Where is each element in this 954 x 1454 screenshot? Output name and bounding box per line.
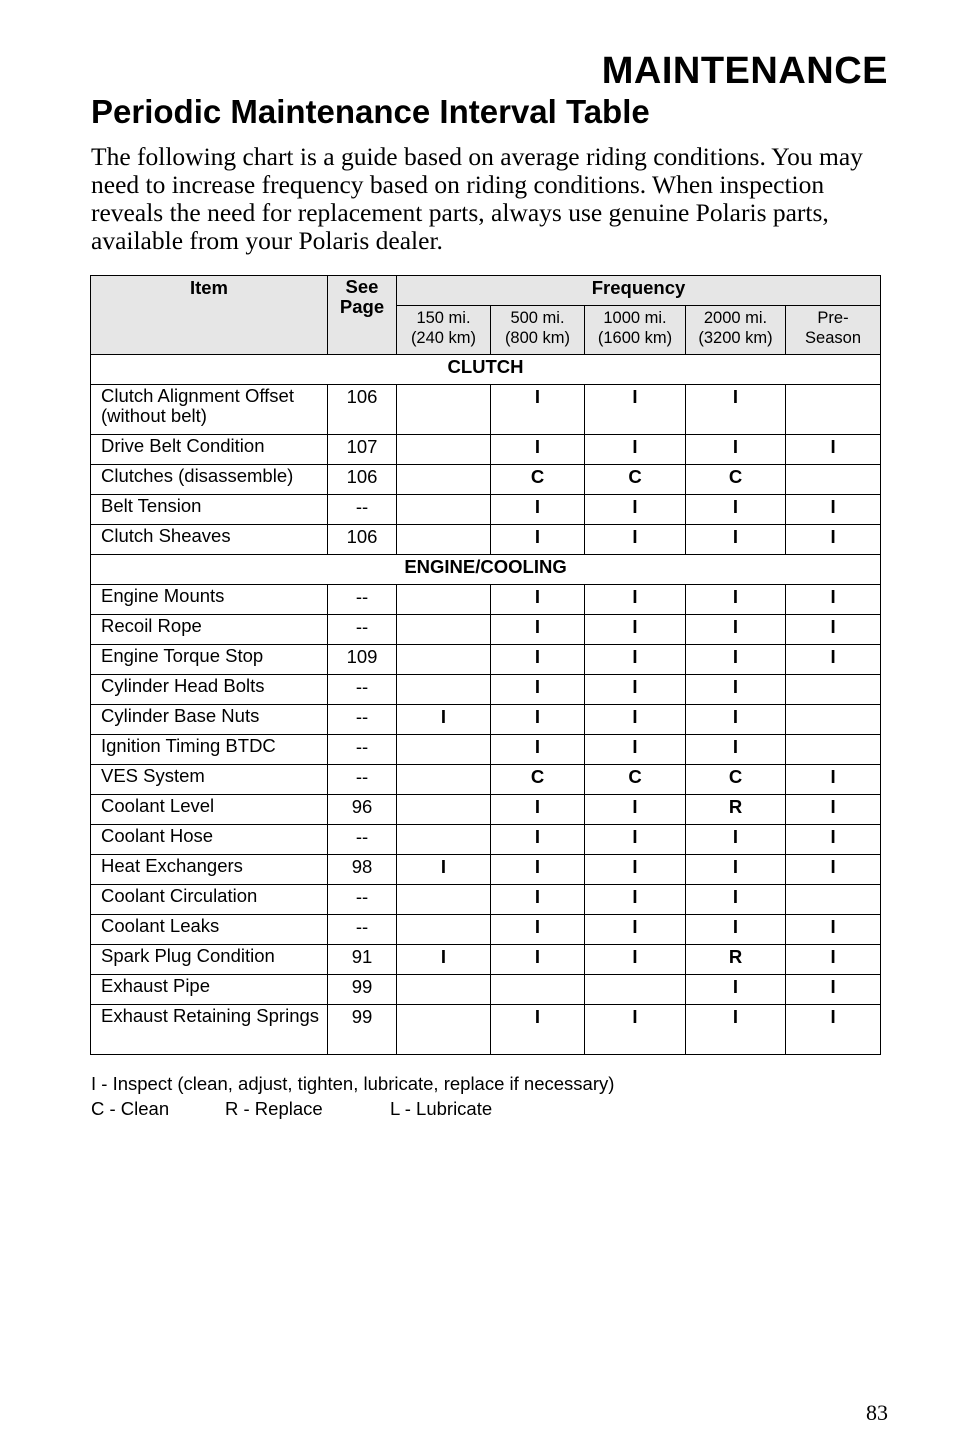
row-frequency-mark: I	[491, 825, 585, 855]
row-frequency-mark: C	[585, 765, 686, 795]
row-frequency-mark: I	[585, 585, 686, 615]
row-item: Clutches (disassemble)	[91, 465, 328, 495]
header-frequency: Frequency	[397, 276, 881, 306]
row-frequency-mark: I	[585, 495, 686, 525]
legend	[91, 1071, 614, 1121]
row-see-page: 106	[328, 525, 397, 555]
intro-paragraph: The following chart is a guide based on average riding conditions. You may need to increase frequency based on riding conditions. When inspection reveals the need for replacement parts, always use genuine Polaris parts, available from your Polaris dealer.	[91, 142, 863, 255]
header-interval-4	[786, 306, 881, 355]
row-frequency-mark	[397, 435, 491, 465]
table-row	[91, 825, 881, 855]
table-row	[91, 615, 881, 645]
maintenance-interval-table	[90, 275, 881, 1055]
header-interval-1	[491, 306, 585, 355]
row-frequency-mark	[397, 795, 491, 825]
legend-lubricate: L - Lubricate	[390, 1098, 493, 1119]
row-item: Cylinder Head Bolts	[91, 675, 328, 705]
legend-replace: R - Replace	[225, 1098, 323, 1119]
row-frequency-mark: I	[686, 495, 786, 525]
row-frequency-mark: C	[585, 465, 686, 495]
row-frequency-mark	[786, 465, 881, 495]
row-frequency-mark: I	[491, 705, 585, 735]
table-row	[91, 645, 881, 675]
row-item: Coolant Hose	[91, 825, 328, 855]
row-see-page: --	[328, 915, 397, 945]
row-frequency-mark	[397, 765, 491, 795]
legend-inspect: I - Inspect (clean, adjust, tighten, lubricate, replace if necessary)	[91, 1073, 615, 1094]
group-label: CLUTCH	[91, 355, 881, 385]
page-number: 83	[866, 1400, 888, 1425]
row-frequency-mark: I	[491, 585, 585, 615]
row-item: Clutch Sheaves	[91, 525, 328, 555]
row-frequency-mark: I	[686, 825, 786, 855]
row-item: Drive Belt Condition	[91, 435, 328, 465]
header-interval-line1: 1000 mi.	[603, 309, 667, 327]
row-frequency-mark	[786, 675, 881, 705]
row-frequency-mark	[397, 1005, 491, 1055]
header-interval-line1: 2000 mi.	[703, 309, 768, 327]
row-frequency-mark	[786, 705, 881, 735]
row-item: Coolant Level	[91, 795, 328, 825]
row-frequency-mark: C	[491, 465, 585, 495]
row-frequency-mark: I	[491, 675, 585, 705]
row-frequency-mark: I	[585, 945, 686, 975]
row-item: Exhaust Retaining Springs	[91, 1005, 328, 1055]
row-frequency-mark: I	[585, 645, 686, 675]
row-frequency-mark: I	[491, 615, 585, 645]
row-frequency-mark: I	[585, 435, 686, 465]
row-see-page: 99	[328, 1005, 397, 1055]
row-frequency-mark	[491, 975, 585, 1005]
row-frequency-mark	[397, 585, 491, 615]
row-see-page: 106	[328, 385, 397, 435]
row-frequency-mark	[786, 735, 881, 765]
row-frequency-mark: I	[786, 975, 881, 1005]
row-frequency-mark: I	[491, 915, 585, 945]
row-frequency-mark: I	[585, 615, 686, 645]
table-row	[91, 525, 881, 555]
row-frequency-mark	[585, 975, 686, 1005]
row-see-page: --	[328, 675, 397, 705]
row-frequency-mark: I	[491, 855, 585, 885]
row-see-page: 91	[328, 945, 397, 975]
row-frequency-mark	[397, 675, 491, 705]
row-item: VES System	[91, 765, 328, 795]
row-frequency-mark: I	[397, 705, 491, 735]
row-frequency-mark: I	[491, 885, 585, 915]
group-row	[91, 555, 881, 585]
table-row	[91, 385, 881, 435]
header-interval-0	[397, 306, 491, 355]
row-frequency-mark: I	[491, 645, 585, 675]
row-item: Recoil Rope	[91, 615, 328, 645]
table-row	[91, 585, 881, 615]
row-frequency-mark: I	[585, 735, 686, 765]
table-row	[91, 705, 881, 735]
row-frequency-mark	[397, 915, 491, 945]
page-title: Periodic Maintenance Interval Table	[91, 93, 650, 130]
row-see-page: 99	[328, 975, 397, 1005]
header-interval-line1: 500 mi.	[510, 309, 565, 327]
row-frequency-mark: I	[686, 675, 786, 705]
row-see-page: 109	[328, 645, 397, 675]
row-item: Ignition Timing BTDC	[91, 735, 328, 765]
row-see-page: --	[328, 735, 397, 765]
header-interval-line1: Pre-	[817, 309, 849, 327]
row-frequency-mark: I	[491, 735, 585, 765]
row-frequency-mark: I	[786, 615, 881, 645]
row-frequency-mark: I	[491, 945, 585, 975]
row-frequency-mark: I	[491, 435, 585, 465]
row-item: Exhaust Pipe	[91, 975, 328, 1005]
row-frequency-mark: I	[786, 585, 881, 615]
table-row	[91, 735, 881, 765]
header-interval-2	[585, 306, 686, 355]
group-row	[91, 355, 881, 385]
row-frequency-mark: I	[585, 525, 686, 555]
row-frequency-mark: I	[686, 975, 786, 1005]
row-see-page: --	[328, 615, 397, 645]
row-frequency-mark: C	[686, 765, 786, 795]
row-frequency-mark: I	[786, 645, 881, 675]
table-row	[91, 675, 881, 705]
row-frequency-mark	[397, 495, 491, 525]
row-frequency-mark: I	[786, 435, 881, 465]
row-see-page: 106	[328, 465, 397, 495]
row-item: Belt Tension	[91, 495, 328, 525]
row-item: Engine Mounts	[91, 585, 328, 615]
row-item: Heat Exchangers	[91, 855, 328, 885]
row-frequency-mark: I	[686, 735, 786, 765]
row-frequency-mark: R	[686, 945, 786, 975]
row-frequency-mark	[397, 645, 491, 675]
row-see-page: --	[328, 885, 397, 915]
row-frequency-mark: I	[397, 945, 491, 975]
legend-codes	[91, 1096, 614, 1121]
row-item: Engine Torque Stop	[91, 645, 328, 675]
row-see-page: --	[328, 585, 397, 615]
row-frequency-mark: I	[686, 585, 786, 615]
row-frequency-mark	[786, 385, 881, 435]
row-frequency-mark	[397, 525, 491, 555]
row-frequency-mark: I	[686, 645, 786, 675]
row-frequency-mark: I	[686, 1005, 786, 1055]
row-frequency-mark: I	[686, 615, 786, 645]
table-row	[91, 495, 881, 525]
row-frequency-mark: C	[686, 465, 786, 495]
row-frequency-mark: I	[786, 1005, 881, 1055]
row-frequency-mark: I	[786, 855, 881, 885]
row-see-page: 96	[328, 795, 397, 825]
row-frequency-mark	[397, 975, 491, 1005]
row-frequency-mark: I	[786, 825, 881, 855]
row-frequency-mark: I	[686, 435, 786, 465]
header-interval-line2: Season	[805, 329, 861, 347]
row-see-page: 98	[328, 855, 397, 885]
row-frequency-mark: I	[786, 915, 881, 945]
row-item: Spark Plug Condition	[91, 945, 328, 975]
section-header: MAINTENANCE	[601, 50, 888, 92]
table-row	[91, 855, 881, 885]
header-interval-line2: (1600 km)	[597, 329, 673, 347]
row-frequency-mark	[397, 385, 491, 435]
table-row	[91, 465, 881, 495]
row-item: Coolant Circulation	[91, 885, 328, 915]
header-see-page-label: See Page	[339, 276, 385, 317]
row-frequency-mark: I	[686, 525, 786, 555]
header-see-page	[328, 276, 397, 355]
table-row	[91, 885, 881, 915]
row-item: Cylinder Base Nuts	[91, 705, 328, 735]
row-frequency-mark: I	[491, 525, 585, 555]
row-frequency-mark	[786, 885, 881, 915]
row-frequency-mark: I	[585, 885, 686, 915]
header-item: Item	[91, 276, 328, 355]
row-frequency-mark	[397, 465, 491, 495]
row-frequency-mark: I	[585, 795, 686, 825]
row-see-page: --	[328, 495, 397, 525]
row-frequency-mark	[397, 825, 491, 855]
row-frequency-mark: I	[585, 385, 686, 435]
row-frequency-mark: C	[491, 765, 585, 795]
header-interval-3	[686, 306, 786, 355]
row-frequency-mark: I	[491, 385, 585, 435]
row-frequency-mark: I	[786, 945, 881, 975]
row-see-page: --	[328, 825, 397, 855]
header-interval-line2: (240 km)	[410, 329, 477, 347]
row-frequency-mark: I	[491, 1005, 585, 1055]
row-item: Coolant Leaks	[91, 915, 328, 945]
row-frequency-mark: I	[686, 705, 786, 735]
row-see-page: --	[328, 705, 397, 735]
row-frequency-mark: I	[585, 705, 686, 735]
group-label: ENGINE/COOLING	[91, 555, 881, 585]
row-frequency-mark: I	[786, 495, 881, 525]
table-row	[91, 975, 881, 1005]
row-frequency-mark: I	[686, 885, 786, 915]
row-frequency-mark	[397, 735, 491, 765]
row-frequency-mark: I	[686, 855, 786, 885]
row-frequency-mark: R	[686, 795, 786, 825]
row-see-page: 107	[328, 435, 397, 465]
row-frequency-mark: I	[585, 855, 686, 885]
header-interval-line2: (3200 km)	[698, 329, 773, 347]
row-frequency-mark: I	[397, 855, 491, 885]
table-row	[91, 435, 881, 465]
row-frequency-mark	[397, 615, 491, 645]
row-item: Clutch Alignment Offset (without belt)	[91, 385, 328, 435]
row-frequency-mark: I	[786, 765, 881, 795]
row-frequency-mark: I	[786, 795, 881, 825]
row-frequency-mark: I	[686, 915, 786, 945]
row-frequency-mark: I	[585, 1005, 686, 1055]
row-frequency-mark: I	[786, 525, 881, 555]
header-interval-line2: (800 km)	[504, 329, 571, 347]
row-frequency-mark: I	[585, 825, 686, 855]
table-row	[91, 915, 881, 945]
header-interval-line1: 150 mi.	[416, 309, 471, 327]
row-frequency-mark: I	[585, 675, 686, 705]
row-frequency-mark: I	[491, 495, 585, 525]
legend-clean: C - Clean	[91, 1098, 170, 1119]
table-row	[91, 1005, 881, 1055]
row-see-page: --	[328, 765, 397, 795]
row-frequency-mark: I	[686, 385, 786, 435]
row-frequency-mark: I	[491, 795, 585, 825]
row-frequency-mark	[397, 885, 491, 915]
row-frequency-mark: I	[585, 915, 686, 945]
table-row	[91, 765, 881, 795]
table-row	[91, 945, 881, 975]
table-row	[91, 795, 881, 825]
